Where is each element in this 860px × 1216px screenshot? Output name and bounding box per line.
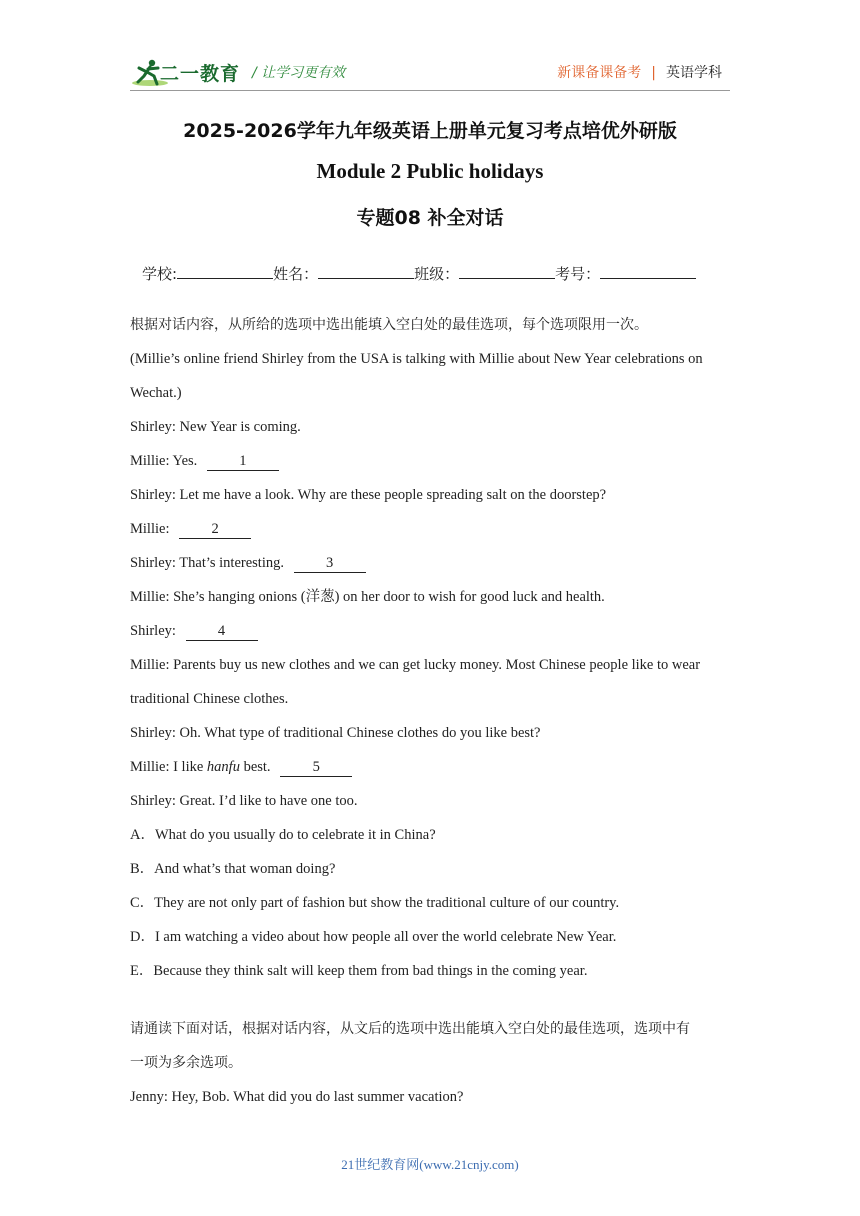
dialogue-line: Millie: Parents buy us new clothes and we can get lucky money. Most Chinese people like to wear	[130, 657, 701, 673]
dialogue-text: Millie:	[130, 521, 170, 537]
option-d: D．I am watching a video about how people all over the world celebrate New Year.	[130, 929, 617, 945]
number-label: 考号：	[555, 265, 601, 283]
header-separator: |	[651, 65, 656, 81]
section1-context: (Millie’s online friend Shirley from the USA is talking with Millie about New Year celebrations on	[130, 351, 703, 367]
dialogue-line: Shirley: Oh. What type of traditional Chinese clothes do you like best?	[130, 725, 541, 741]
dialogue-line	[130, 516, 735, 550]
number-blank[interactable]	[600, 264, 696, 279]
dialogue-line-cont: traditional Chinese clothes.	[130, 691, 289, 707]
topic-title: 专题08 补全对话	[356, 207, 504, 229]
section2-instruction-cont: 一项为多余选项。	[130, 1055, 242, 1071]
option-c: C．They are not only part of fashion but show the traditional culture of our country.	[130, 895, 620, 911]
name-label: 姓名：	[273, 265, 319, 283]
name-blank[interactable]	[318, 264, 414, 279]
dialogue-line	[130, 550, 735, 584]
school-blank[interactable]	[177, 264, 273, 279]
header-tag-subject: 英语学科	[666, 65, 722, 81]
answer-blank-5[interactable]: 5	[280, 758, 352, 777]
dialogue-line: Shirley: Great. I’d like to have one too.	[130, 793, 358, 809]
header-divider	[130, 90, 730, 91]
dialogue-line	[130, 618, 735, 652]
answer-blank-1[interactable]: 1	[207, 452, 279, 471]
option-b: B．And what’s that woman doing?	[130, 861, 336, 877]
option-e: E．Because they think salt will keep them from bad things in the coming year.	[130, 963, 588, 979]
dialogue-text: Shirley:	[130, 623, 176, 639]
answer-blank-4[interactable]: 4	[186, 622, 258, 641]
dialogue-line	[130, 448, 735, 482]
dialogue-italic-term: hanfu	[206, 759, 240, 775]
answer-blank-2[interactable]: 2	[179, 520, 251, 539]
doc-title: 2025-2026学年九年级英语上册单元复习考点培优外研版	[183, 120, 677, 142]
dialogue-line: Millie: She’s hanging onions (洋葱) on her door to wish for good luck and health.	[130, 589, 605, 605]
module-title: Module 2 Public holidays	[316, 159, 544, 183]
option-a: A．What do you usually do to celebrate it in China?	[130, 827, 436, 843]
student-info	[142, 263, 696, 284]
section1-context-cont: Wechat.)	[130, 385, 182, 401]
section2-instruction: 请通读下面对话，根据对话内容，从文后的选项中选出能填入空白处的最佳选项，选项中有	[130, 1021, 690, 1037]
spacer	[130, 992, 735, 1016]
dialogue-text: Millie: Yes.	[130, 453, 198, 469]
dialogue-text: Shirley: That’s interesting.	[130, 555, 284, 571]
answer-blank-3[interactable]: 3	[294, 554, 366, 573]
class-label: 班级：	[414, 265, 460, 283]
dialogue-line: Jenny: Hey, Bob. What did you do last summer vacation?	[130, 1089, 464, 1105]
header-right	[557, 62, 722, 82]
header-tag-prep: 新课备课备考	[557, 65, 642, 81]
dialogue-line: Shirley: Let me have a look. Why are these people spreading salt on the doorstep?	[130, 487, 607, 503]
dialogue-line	[130, 754, 735, 788]
document-body	[130, 312, 735, 1118]
dialogue-text: Millie: I like	[130, 759, 204, 775]
school-label: 学校:	[142, 265, 178, 283]
slogan: / 让学习更有效	[252, 65, 346, 81]
page-footer: 21世纪教育网(www.21cnjy.com)	[341, 1157, 519, 1172]
logo-text: 二一教育	[160, 63, 241, 85]
dialogue-line: Shirley: New Year is coming.	[130, 419, 301, 435]
dialogue-text: best.	[243, 759, 271, 775]
section1-instruction: 根据对话内容，从所给的选项中选出能填入空白处的最佳选项，每个选项限用一次。	[130, 317, 648, 333]
page-header	[130, 54, 730, 90]
class-blank[interactable]	[459, 264, 555, 279]
